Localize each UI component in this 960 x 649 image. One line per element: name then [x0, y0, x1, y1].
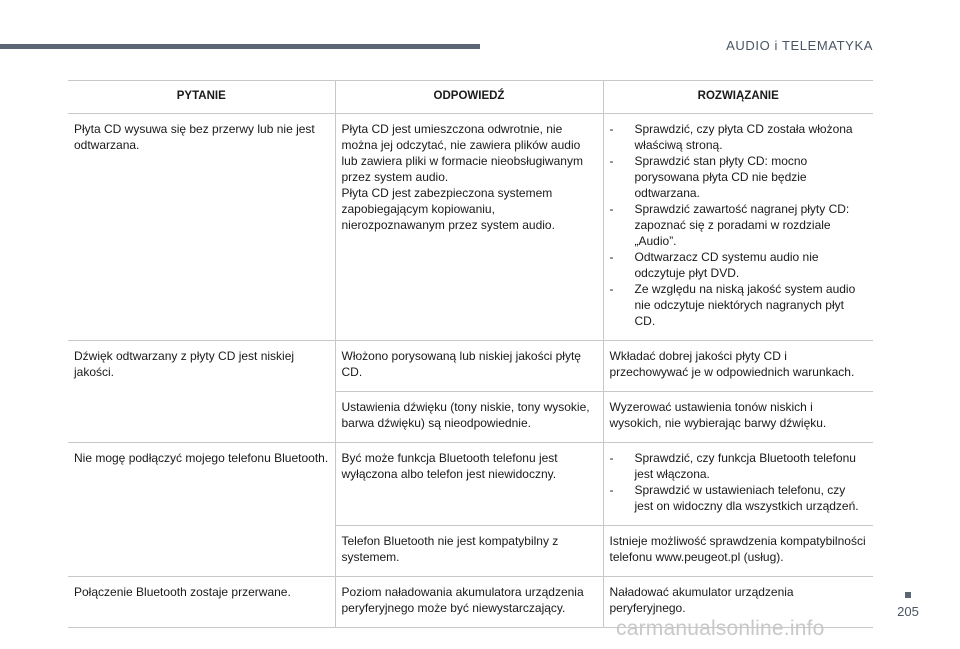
table-row: [68, 443, 873, 526]
column-header-question: PYTANIE: [68, 81, 335, 114]
answer-cell: Włożono porysowaną lub niskiej jakości płytę CD.: [335, 341, 603, 392]
watermark: carmanualsonline.info: [616, 617, 825, 640]
solution-list: [610, 450, 868, 514]
solution-item: - Sprawdzić w ustawieniach telefonu, czy jest on widoczny dla wszystkich urządzeń.: [610, 482, 868, 514]
solution-item: - Ze względu na niską jakość system audio nie odczytuje niektórych nagranych płyt CD.: [610, 281, 868, 329]
solution-cell: Naładować akumulator urządzenia peryferyjnego.: [603, 577, 873, 628]
solution-list: [610, 121, 868, 329]
section-title: AUDIO i TELEMATYKA: [726, 38, 873, 53]
solution-cell: [603, 443, 873, 526]
solution-item: - Sprawdzić zawartość nagranej płyty CD: zapoznać się z poradami w rozdziale „Audio”.: [610, 201, 868, 249]
solution-cell: Wkładać dobrej jakości płyty CD i przechowywać je w odpowiednich warunkach.: [603, 341, 873, 392]
table-row: [68, 114, 873, 341]
question-cell: Płyta CD wysuwa się bez przerwy lub nie jest odtwarzana.: [68, 114, 335, 341]
solution-item: - Sprawdzić stan płyty CD: mocno porysowana płyta CD nie będzie odtwarzana.: [610, 153, 868, 201]
answer-cell: Telefon Bluetooth nie jest kompatybilny z systemem.: [335, 526, 603, 577]
page-marker-square: [905, 592, 911, 598]
answer-text: Płyta CD jest umieszczona odwrotnie, nie można jej odczytać, nie zawiera plików audio lub zawiera pliki w formacie nieobsługiwanym przez system audio. Płyta CD jest zabezpieczona systemem zapobiegającym kopiowaniu, nierozpoznawanym przez system audio.: [341, 122, 583, 232]
column-header-solution: ROZWIĄZANIE: [603, 81, 873, 114]
solution-item: - Odtwarzacz CD systemu audio nie odczytuje płyt DVD.: [610, 249, 868, 281]
solution-cell: Istnieje możliwość sprawdzenia kompatybilności telefonu www.peugeot.pl (usług).: [603, 526, 873, 577]
solution-cell: Wyzerować ustawienia tonów niskich i wysokich, nie wybierając barwy dźwięku.: [603, 392, 873, 443]
solution-item: - Sprawdzić, czy funkcja Bluetooth telefonu jest włączona.: [610, 450, 868, 482]
question-cell: Nie mogę podłączyć mojego telefonu Bluetooth.: [68, 443, 335, 577]
solution-cell: [603, 114, 873, 341]
answer-cell: [335, 114, 603, 341]
answer-cell: Poziom naładowania akumulatora urządzenia peryferyjnego może być niewystarczający.: [335, 577, 603, 628]
page-number: 205: [897, 604, 919, 619]
question-cell: Dźwięk odtwarzany z płyty CD jest niskiej jakości.: [68, 341, 335, 443]
question-cell: Połączenie Bluetooth zostaje przerwane.: [68, 577, 335, 628]
answer-cell: Ustawienia dźwięku (tony niskie, tony wysokie, barwa dźwięku) są nieodpowiednie.: [335, 392, 603, 443]
answer-cell: Być może funkcja Bluetooth telefonu jest wyłączona albo telefon jest niewidoczny.: [335, 443, 603, 526]
header-accent-bar: [0, 44, 480, 49]
solution-item: - Sprawdzić, czy płyta CD została włożona właściwą stroną.: [610, 121, 868, 153]
table-header-row: [68, 81, 873, 114]
table-row: [68, 341, 873, 392]
column-header-answer: ODPOWIEDŹ: [335, 81, 603, 114]
troubleshooting-table: [68, 80, 873, 628]
